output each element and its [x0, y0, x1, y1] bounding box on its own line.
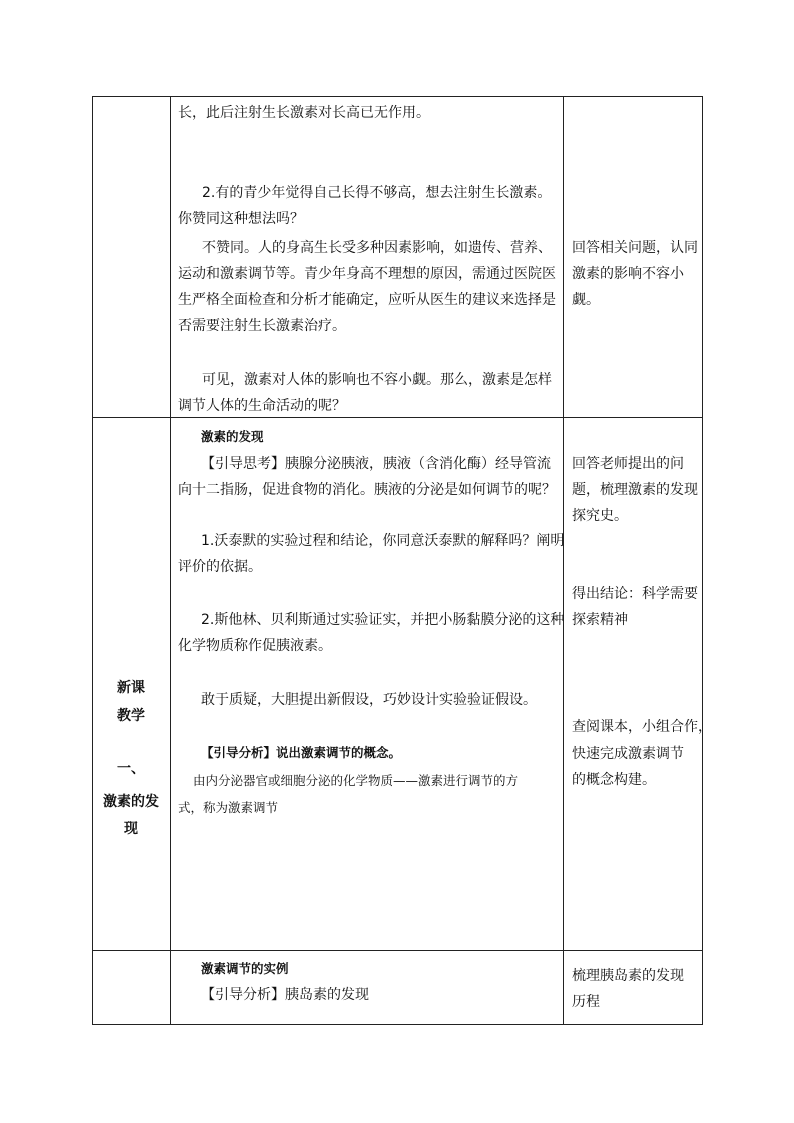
row2-activity-line-1: 回答老师提出的问	[572, 456, 684, 472]
row1-activity-line-3: 觑。	[572, 292, 600, 308]
table-border-bottom	[92, 1024, 703, 1025]
row2-content-line-6: 2.斯他林、贝利斯通过实验证实，并把小肠黏膜分泌的这种	[201, 612, 565, 628]
row2-activity-line-5: 探索精神	[572, 612, 628, 628]
row2-label-line-2: 教学	[117, 708, 145, 724]
row2-label-line-1: 新课	[117, 680, 145, 696]
row1-content-line-6: 生严格全面检查和分析才能确定，应听从医生的建议来选择是	[178, 292, 556, 308]
row1-content-line-2: 2.有的青少年觉得自己长得不够高，想去注射生长激素。	[202, 185, 552, 201]
row1-content-line-7: 否需要注射生长激素治疗。	[178, 318, 346, 334]
row2-content-line-7: 化学物质称作促胰液素。	[178, 638, 332, 654]
row2-label-line-4: 激素的发	[103, 794, 159, 810]
row2-activity-line-7: 快速完成激素调节	[572, 746, 684, 762]
table-border-right	[702, 96, 703, 1025]
row3-content-line-2: 【引导分析】胰岛素的发现	[201, 987, 369, 1003]
row2-label-line-3: 一、	[117, 761, 145, 777]
row1-content-line-3: 你赞同这种想法吗？	[178, 211, 304, 227]
row2-activity-line-6: 查阅课本，小组合作，	[572, 719, 712, 735]
row2-label-line-5: 现	[124, 821, 138, 837]
row1-activity-line-1: 回答相关问题，认同	[572, 240, 698, 256]
row1-content-line-1: 长，此后注射生长激素对长高已无作用。	[178, 105, 430, 121]
row2-activity-line-4: 得出结论：科学需要	[572, 586, 698, 602]
row2-content-line-10: 由内分泌器官或细胞分泌的化学物质——激素进行调节的方	[193, 773, 519, 788]
row2-content-line-4: 1.沃泰默的实验过程和结论，你同意沃泰默的解释吗？阐明	[201, 533, 565, 549]
table-border-row2-bottom	[92, 950, 703, 951]
table-col-divider-2	[563, 96, 564, 1025]
row2-content-line-8: 敢于质疑，大胆提出新假设，巧妙设计实验验证假设。	[201, 692, 537, 708]
row1-content-line-8: 可见，激素对人体的影响也不容小觑。那么，激素是怎样	[202, 372, 552, 388]
table-border-row1-bottom	[92, 417, 703, 418]
row2-activity-line-8: 的概念构建。	[572, 772, 656, 788]
row1-content-line-5: 运动和激素调节等。青少年身高不理想的原因，需通过医院医	[178, 266, 556, 282]
row1-content-line-4: 不赞同。人的身高生长受多种因素影响，如遗传、营养、	[202, 240, 552, 256]
row3-section-title: 激素调节的实例	[201, 961, 289, 976]
row3-activity-line-1: 梳理胰岛素的发现	[572, 968, 684, 984]
table-col-divider-1	[170, 96, 171, 1025]
row2-activity-line-3: 探究史。	[572, 508, 628, 524]
table-border-top	[92, 96, 703, 97]
row2-content-line-3: 向十二指肠，促进食物的消化。胰液的分泌是如何调节的呢？	[178, 482, 556, 498]
row3-activity-line-2: 历程	[572, 994, 600, 1010]
row2-activity-line-2: 题，梳理激素的发现	[572, 482, 698, 498]
row1-content-line-9: 调节人体的生命活动的呢？	[178, 398, 346, 414]
row2-section-title: 激素的发现	[201, 429, 264, 444]
row2-content-line-2: 【引导思考】胰腺分泌胰液，胰液（含消化酶）经导管流	[201, 456, 551, 472]
table-border-left	[92, 96, 93, 1025]
row1-activity-line-2: 激素的影响不容小	[572, 266, 684, 282]
row2-content-line-9: 【引导分析】说出激素调节的概念。	[201, 745, 402, 760]
row2-content-line-5: 评价的依据。	[178, 559, 262, 575]
row2-content-line-11: 式，称为激素调节	[178, 800, 279, 815]
